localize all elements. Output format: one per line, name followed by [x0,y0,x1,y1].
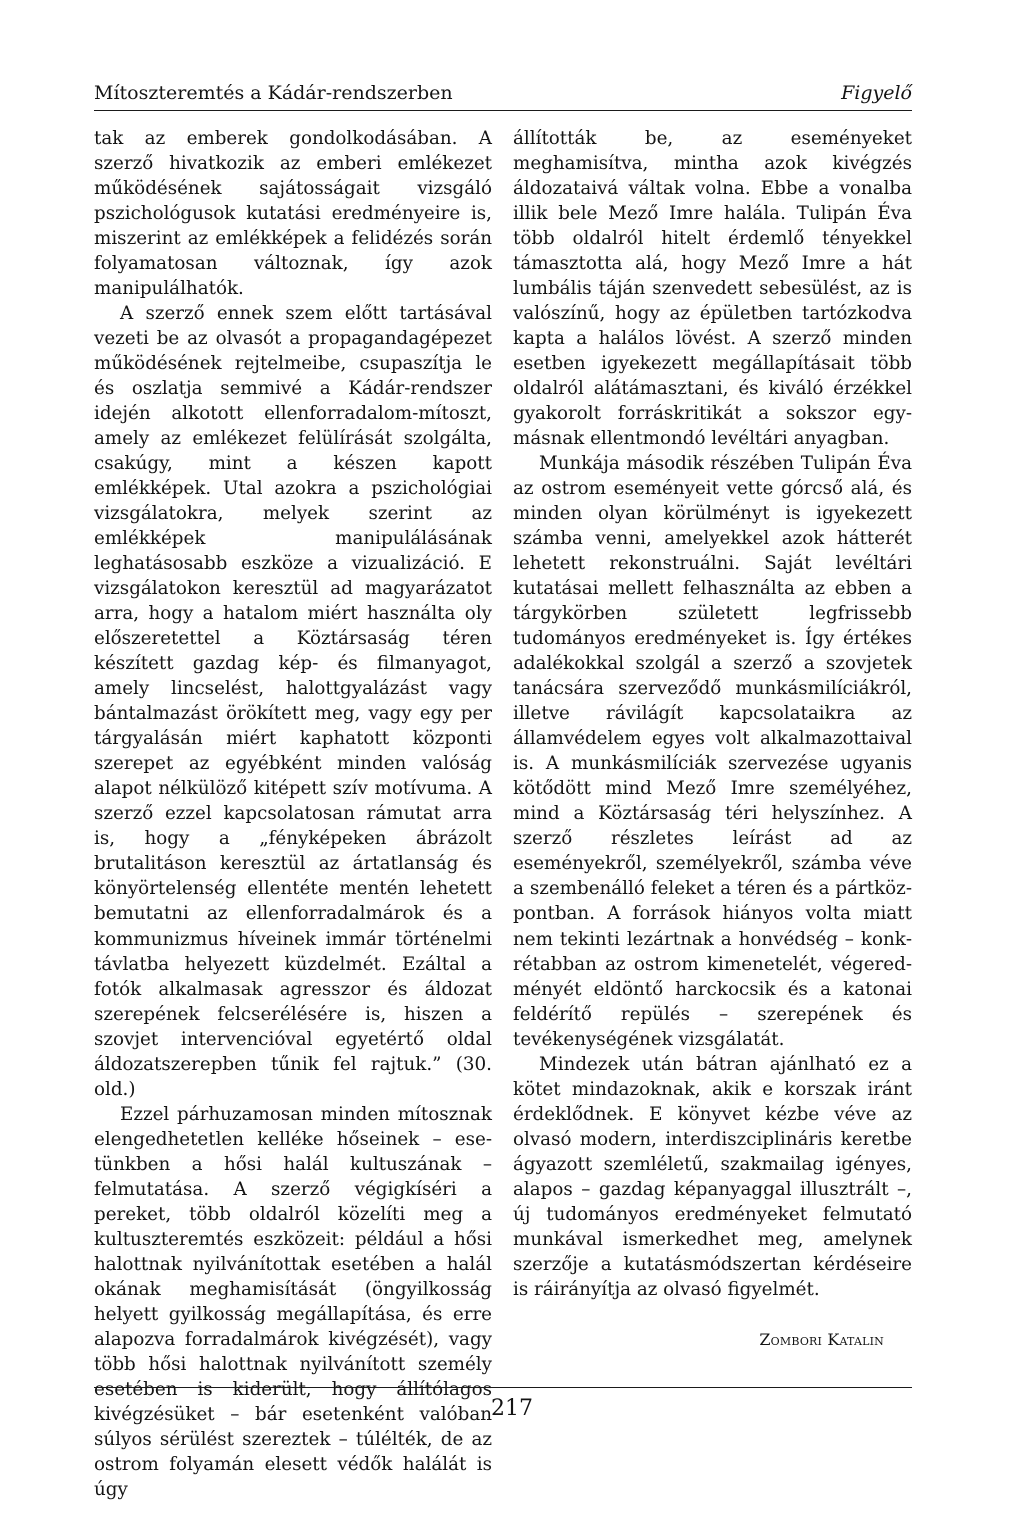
author-signature: Zombori Katalin [759,1329,884,1349]
running-title: Mítoszteremtés a Kádár-rendszerben [94,82,453,104]
page-number: 217 [491,1396,533,1421]
section-name: Figyelő [841,82,912,104]
paragraph: Ezzel párhuzamosan minden mítosznak elengedhetetlen kelléke hőseinek – esetünkben a hősi halál kultuszának – felmutatása. A szerző végigkíséri a pereket, több oldalról közelíti meg a kultuszteremtés eszközeit: például a hősi halottnak nyilvánítottak esetében a halál okának meghamisítását (öngyilkosság helyett gyilkosság megállapítása, és erre alapozva forradalmárok kivégzését), vagy több hősi halottnak nyilvánított személy esetében is kiderült, hogy állítólagos kivégzésüket – bár esetenként valóban súlyos sérülést szereztek – túlélték, de az ostrom folyamán elesett védők halálát is úgy [94,1103,492,1500]
paragraph: tak az emberek gondolkodásában. A szerző hivatkozik az emberi emlékezet működésének sajátosságait vizsgáló pszichológusok kutatási eredményeire is, miszerint az emlékképek a felidézés során folyamatosan változnak, így azok manipulálhatók. [94,128,492,300]
paragraph: állították be, az eseményeket meghamisítva, mintha azok kivégzés áldozataivá váltak volna. Ebbe a vonalba illik bele Mező Imre halála. Tulipán Éva több oldalról hitelt érdemlő tényekkel támasztotta alá, hogy Mező Imre a hát lumbális táján szenvedett sebesülést, az is valószínű, hogy az épületben tartózkodva kapta a halálos lövést. A szerző minden esetben igyekezett megállapításait több oldalról alátámasztani, és kiváló érzékkel gyakorolt forráskritikát a sokszor egymásnak ellentmondó levéltári anyagban. [513,128,912,450]
paragraph: A szerző ennek szem előtt tartásával vezeti be az olvasót a propagandagépezet működésének rejtelmeibe, csupaszítja le és oszlatja semmivé a Kádár-rendszer idején alkotott ellenforradalom-mítoszt, amely az emlékezet felülírását szolgálta, csakúgy, mint a készen kapott emlékképek. Utal azokra a pszichológiai vizsgálatokra, melyek szerint az emlékképek manipulálásának leghatásosabb eszköze a vizualizáció. E vizsgálatokon keresztül ad magyarázatot arra, hogy a hatalom miért használta oly előszeretettel a Köztársaság téren készített gazdag kép- és filmanyagot, amely lincselést, halottgyalázást vagy bántalmazást örökített meg, vagy egy per tárgyalásán miért kaphatott központi szerepet az egyébként minden valóság alapot nélkülöző kitépett szív motívuma. A szerző ezzel kapcsolatosan rámutat arra is, hogy a „fényképeken ábrázolt brutalitáson keresztül az ártatlanság és könyörtelenség ellentéte mentén lehetett bemutatni az ellenforradalmárok és a kommunizmus híveinek immár történelmi távlatba helyezett küzdelmét. Ezáltal a fotók alkalmasak agresszor és áldozat szerepének felcserélésére is, hiszen a szovjet intervencióval egyetértő oldal áldozatszerepben tűnik fel rajtuk.” (30. old.) [94,303,492,1100]
running-header [94,76,912,111]
footer-rule [94,1387,912,1388]
right-column [513,126,912,1352]
left-column [94,126,492,1502]
paragraph: Munkája második részében Tulipán Éva az ostrom eseményeit vette górcső alá, és minden olyan körülményt is igyekezett számba venni, amelyekkel azok hátterét lehetett rekonstruálni. Saját levéltári kutatásai mellett felhasználta az ebben a tárgykörben született legfrissebb tudományos eredményeket is. Így értékes adalékokkal szolgál a szerző a szovjetek tanácsára szerveződő munkásmilíciákról, illetve rávilágít kapcsolataikra az államvédelem egyes volt alkalmazottaival is. A munkásmilíciák szervezése ugyanis kötődött mind Mező Imre személyéhez, mind a Köztársaság téri helyszínhez. A szerző részletes leírást ad az eseményekről, személyekről, számba véve a szembenálló feleket a téren és a pártközpontban. A források hiányos volta miatt nem tekinti lezártnak a honvédség – konkrétabban az ostrom kimenetelét, végeredményét eldöntő harckocsik és a katonai feldérítő repülés – szerepének és tevékenységének vizsgálatát. [513,453,912,1050]
paragraph: Mindezek után bátran ajánlható ez a kötet mindazoknak, akik e korszak iránt érdeklődnek. E könyvet kézbe véve az olvasó modern, interdiszciplináris keretbe ágyazott szemléletű, szakmailag igényes, alapos – gazdag képanyaggal illusztrált –, új tudományos eredményeket felmutató munkával ismerkedhet meg, amelynek szerzője a kutatásmódszertan kérdéseire is ráirányítja az olvasó figyelmét. [513,1053,912,1300]
